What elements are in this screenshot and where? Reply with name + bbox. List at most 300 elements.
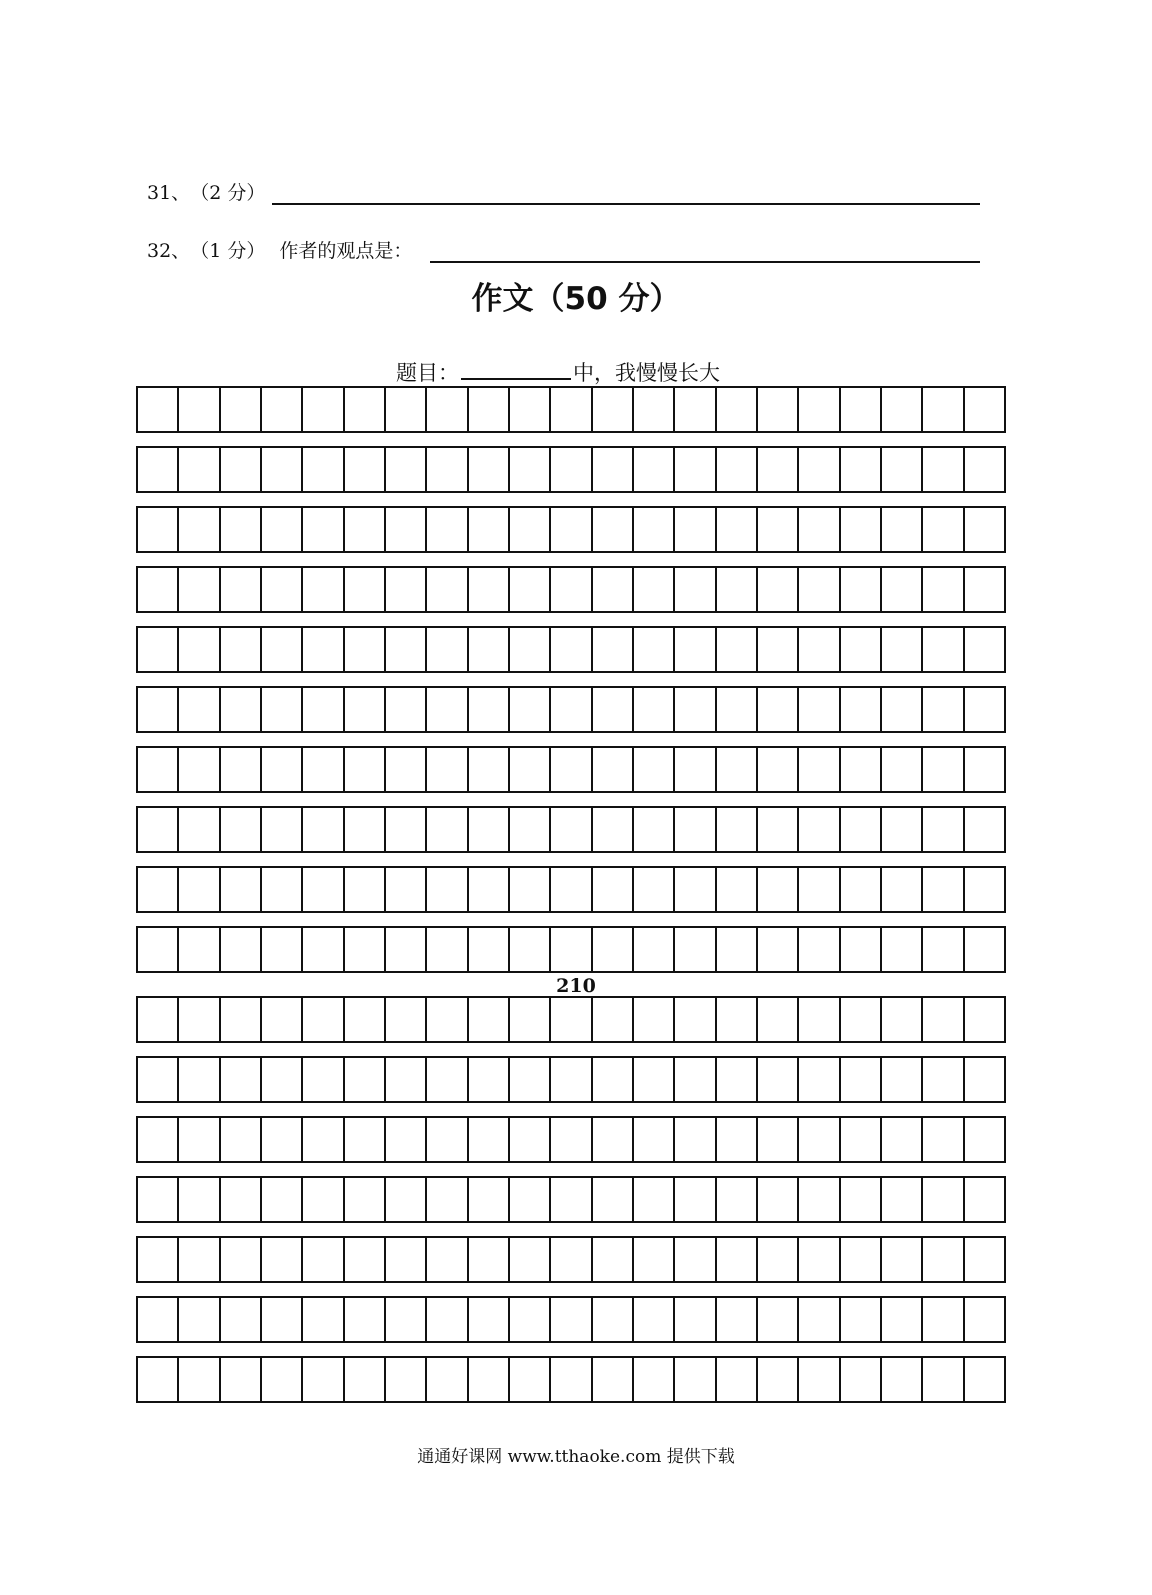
grid-cell[interactable]: [675, 748, 716, 791]
grid-cell[interactable]: [551, 1358, 592, 1401]
grid-cell[interactable]: [262, 1178, 303, 1221]
grid-cell[interactable]: [386, 628, 427, 671]
grid-cell[interactable]: [303, 868, 344, 911]
grid-cell[interactable]: [221, 508, 262, 551]
grid-cell[interactable]: [717, 688, 758, 731]
grid-cell[interactable]: [510, 628, 551, 671]
grid-cell[interactable]: [923, 998, 964, 1041]
grid-cell[interactable]: [841, 868, 882, 911]
grid-cell[interactable]: [138, 928, 179, 971]
grid-cell[interactable]: [717, 508, 758, 551]
grid-cell[interactable]: [965, 868, 1004, 911]
grid-cell[interactable]: [593, 628, 634, 671]
grid-cell[interactable]: [262, 928, 303, 971]
grid-cell[interactable]: [386, 1178, 427, 1221]
grid-cell[interactable]: [593, 1118, 634, 1161]
grid-cell[interactable]: [758, 1118, 799, 1161]
grid-cell[interactable]: [551, 448, 592, 491]
grid-cell[interactable]: [923, 868, 964, 911]
grid-cell[interactable]: [303, 688, 344, 731]
grid-cell[interactable]: [634, 1238, 675, 1281]
grid-cell[interactable]: [303, 568, 344, 611]
grid-cell[interactable]: [923, 508, 964, 551]
grid-cell[interactable]: [221, 1118, 262, 1161]
grid-cell[interactable]: [593, 448, 634, 491]
grid-cell[interactable]: [923, 1298, 964, 1341]
grid-cell[interactable]: [841, 508, 882, 551]
grid-cell[interactable]: [179, 868, 220, 911]
grid-cell[interactable]: [841, 388, 882, 431]
grid-cell[interactable]: [965, 508, 1004, 551]
grid-cell[interactable]: [469, 998, 510, 1041]
grid-cell[interactable]: [179, 1058, 220, 1101]
grid-cell[interactable]: [303, 1118, 344, 1161]
grid-cell[interactable]: [179, 1118, 220, 1161]
grid-cell[interactable]: [675, 628, 716, 671]
grid-cell[interactable]: [469, 448, 510, 491]
grid-cell[interactable]: [758, 1058, 799, 1101]
grid-cell[interactable]: [427, 508, 468, 551]
grid-cell[interactable]: [882, 1178, 923, 1221]
grid-cell[interactable]: [551, 1238, 592, 1281]
grid-cell[interactable]: [593, 808, 634, 851]
grid-cell[interactable]: [469, 868, 510, 911]
grid-cell[interactable]: [427, 628, 468, 671]
grid-cell[interactable]: [799, 1058, 840, 1101]
grid-cell[interactable]: [262, 748, 303, 791]
grid-cell[interactable]: [758, 628, 799, 671]
grid-cell[interactable]: [179, 748, 220, 791]
answer-line-31[interactable]: [272, 203, 980, 205]
grid-cell[interactable]: [138, 628, 179, 671]
grid-cell[interactable]: [262, 998, 303, 1041]
grid-cell[interactable]: [675, 1298, 716, 1341]
grid-cell[interactable]: [345, 928, 386, 971]
grid-cell[interactable]: [427, 1058, 468, 1101]
grid-cell[interactable]: [675, 688, 716, 731]
grid-cell[interactable]: [303, 1178, 344, 1221]
grid-cell[interactable]: [345, 628, 386, 671]
grid-cell[interactable]: [138, 448, 179, 491]
grid-cell[interactable]: [427, 928, 468, 971]
grid-cell[interactable]: [923, 388, 964, 431]
grid-cell[interactable]: [841, 1238, 882, 1281]
grid-cell[interactable]: [551, 508, 592, 551]
grid-cell[interactable]: [717, 568, 758, 611]
grid-cell[interactable]: [841, 1358, 882, 1401]
grid-cell[interactable]: [551, 928, 592, 971]
grid-cell[interactable]: [799, 808, 840, 851]
grid-cell[interactable]: [303, 1238, 344, 1281]
grid-cell[interactable]: [510, 508, 551, 551]
grid-cell[interactable]: [882, 1238, 923, 1281]
grid-cell[interactable]: [717, 998, 758, 1041]
grid-cell[interactable]: [634, 928, 675, 971]
grid-cell[interactable]: [427, 448, 468, 491]
grid-cell[interactable]: [882, 448, 923, 491]
grid-cell[interactable]: [675, 568, 716, 611]
grid-cell[interactable]: [345, 808, 386, 851]
grid-cell[interactable]: [427, 388, 468, 431]
grid-cell[interactable]: [758, 568, 799, 611]
grid-cell[interactable]: [758, 448, 799, 491]
grid-cell[interactable]: [799, 388, 840, 431]
grid-cell[interactable]: [138, 1298, 179, 1341]
grid-cell[interactable]: [841, 1118, 882, 1161]
grid-cell[interactable]: [221, 868, 262, 911]
grid-cell[interactable]: [303, 508, 344, 551]
grid-cell[interactable]: [593, 568, 634, 611]
grid-cell[interactable]: [262, 688, 303, 731]
grid-cell[interactable]: [179, 1238, 220, 1281]
grid-cell[interactable]: [593, 1178, 634, 1221]
grid-cell[interactable]: [675, 448, 716, 491]
grid-cell[interactable]: [923, 688, 964, 731]
grid-cell[interactable]: [303, 628, 344, 671]
grid-cell[interactable]: [634, 868, 675, 911]
grid-cell[interactable]: [675, 1118, 716, 1161]
grid-cell[interactable]: [303, 998, 344, 1041]
grid-cell[interactable]: [965, 448, 1004, 491]
grid-cell[interactable]: [758, 748, 799, 791]
grid-cell[interactable]: [469, 1298, 510, 1341]
grid-cell[interactable]: [510, 1118, 551, 1161]
grid-cell[interactable]: [303, 928, 344, 971]
grid-cell[interactable]: [138, 1238, 179, 1281]
grid-cell[interactable]: [593, 868, 634, 911]
grid-cell[interactable]: [923, 1118, 964, 1161]
grid-cell[interactable]: [593, 1058, 634, 1101]
grid-cell[interactable]: [882, 1058, 923, 1101]
grid-cell[interactable]: [262, 868, 303, 911]
grid-cell[interactable]: [262, 448, 303, 491]
grid-cell[interactable]: [882, 388, 923, 431]
grid-cell[interactable]: [841, 928, 882, 971]
grid-cell[interactable]: [179, 1298, 220, 1341]
grid-cell[interactable]: [799, 1298, 840, 1341]
grid-cell[interactable]: [717, 1298, 758, 1341]
grid-cell[interactable]: [675, 868, 716, 911]
grid-cell[interactable]: [758, 508, 799, 551]
grid-cell[interactable]: [965, 928, 1004, 971]
grid-cell[interactable]: [758, 388, 799, 431]
grid-cell[interactable]: [262, 808, 303, 851]
grid-cell[interactable]: [510, 928, 551, 971]
grid-cell[interactable]: [221, 1298, 262, 1341]
grid-cell[interactable]: [923, 1358, 964, 1401]
grid-cell[interactable]: [221, 568, 262, 611]
grid-cell[interactable]: [965, 388, 1004, 431]
grid-cell[interactable]: [427, 998, 468, 1041]
grid-cell[interactable]: [386, 868, 427, 911]
grid-cell[interactable]: [675, 1238, 716, 1281]
grid-cell[interactable]: [593, 1298, 634, 1341]
grid-cell[interactable]: [138, 808, 179, 851]
grid-cell[interactable]: [345, 388, 386, 431]
grid-cell[interactable]: [345, 1358, 386, 1401]
grid-cell[interactable]: [758, 928, 799, 971]
grid-cell[interactable]: [634, 688, 675, 731]
grid-cell[interactable]: [965, 688, 1004, 731]
grid-cell[interactable]: [634, 1118, 675, 1161]
grid-cell[interactable]: [923, 1178, 964, 1221]
grid-cell[interactable]: [510, 1238, 551, 1281]
grid-cell[interactable]: [427, 1298, 468, 1341]
grid-cell[interactable]: [758, 998, 799, 1041]
grid-cell[interactable]: [345, 508, 386, 551]
grid-cell[interactable]: [345, 1178, 386, 1221]
grid-cell[interactable]: [469, 808, 510, 851]
grid-cell[interactable]: [386, 508, 427, 551]
grid-cell[interactable]: [675, 808, 716, 851]
grid-cell[interactable]: [882, 1118, 923, 1161]
grid-cell[interactable]: [469, 748, 510, 791]
grid-cell[interactable]: [221, 1058, 262, 1101]
grid-cell[interactable]: [551, 808, 592, 851]
grid-cell[interactable]: [469, 508, 510, 551]
grid-cell[interactable]: [469, 388, 510, 431]
grid-cell[interactable]: [965, 808, 1004, 851]
grid-cell[interactable]: [923, 1058, 964, 1101]
grid-cell[interactable]: [386, 1238, 427, 1281]
grid-cell[interactable]: [386, 1058, 427, 1101]
grid-cell[interactable]: [799, 688, 840, 731]
grid-cell[interactable]: [799, 508, 840, 551]
grid-cell[interactable]: [551, 568, 592, 611]
grid-cell[interactable]: [138, 508, 179, 551]
grid-cell[interactable]: [965, 1298, 1004, 1341]
grid-cell[interactable]: [386, 1298, 427, 1341]
grid-cell[interactable]: [593, 928, 634, 971]
grid-cell[interactable]: [841, 688, 882, 731]
grid-cell[interactable]: [758, 1298, 799, 1341]
grid-cell[interactable]: [965, 568, 1004, 611]
grid-cell[interactable]: [345, 568, 386, 611]
grid-cell[interactable]: [634, 508, 675, 551]
grid-cell[interactable]: [717, 1058, 758, 1101]
grid-cell[interactable]: [593, 688, 634, 731]
grid-cell[interactable]: [841, 448, 882, 491]
grid-cell[interactable]: [717, 1178, 758, 1221]
grid-cell[interactable]: [634, 808, 675, 851]
grid-cell[interactable]: [386, 388, 427, 431]
grid-cell[interactable]: [179, 628, 220, 671]
grid-cell[interactable]: [965, 998, 1004, 1041]
grid-cell[interactable]: [303, 1358, 344, 1401]
grid-cell[interactable]: [469, 1238, 510, 1281]
grid-cell[interactable]: [138, 388, 179, 431]
topic-blank[interactable]: [461, 360, 571, 380]
grid-cell[interactable]: [717, 628, 758, 671]
grid-cell[interactable]: [427, 1178, 468, 1221]
grid-cell[interactable]: [551, 1058, 592, 1101]
grid-cell[interactable]: [882, 928, 923, 971]
grid-cell[interactable]: [469, 1178, 510, 1221]
grid-cell[interactable]: [965, 1058, 1004, 1101]
grid-cell[interactable]: [221, 998, 262, 1041]
grid-cell[interactable]: [386, 1118, 427, 1161]
grid-cell[interactable]: [799, 998, 840, 1041]
grid-cell[interactable]: [882, 508, 923, 551]
grid-cell[interactable]: [262, 388, 303, 431]
grid-cell[interactable]: [634, 628, 675, 671]
grid-cell[interactable]: [675, 388, 716, 431]
grid-cell[interactable]: [138, 568, 179, 611]
grid-cell[interactable]: [386, 808, 427, 851]
grid-cell[interactable]: [221, 1178, 262, 1221]
grid-cell[interactable]: [923, 928, 964, 971]
grid-cell[interactable]: [882, 568, 923, 611]
grid-cell[interactable]: [138, 1178, 179, 1221]
grid-cell[interactable]: [138, 868, 179, 911]
grid-cell[interactable]: [551, 1118, 592, 1161]
grid-cell[interactable]: [138, 748, 179, 791]
grid-cell[interactable]: [510, 688, 551, 731]
grid-cell[interactable]: [303, 448, 344, 491]
grid-cell[interactable]: [799, 1358, 840, 1401]
grid-cell[interactable]: [758, 1358, 799, 1401]
grid-cell[interactable]: [799, 748, 840, 791]
grid-cell[interactable]: [221, 388, 262, 431]
grid-cell[interactable]: [841, 1178, 882, 1221]
grid-cell[interactable]: [882, 1298, 923, 1341]
grid-cell[interactable]: [882, 808, 923, 851]
grid-cell[interactable]: [138, 998, 179, 1041]
grid-cell[interactable]: [262, 1358, 303, 1401]
grid-cell[interactable]: [551, 688, 592, 731]
grid-cell[interactable]: [675, 928, 716, 971]
grid-cell[interactable]: [923, 748, 964, 791]
grid-cell[interactable]: [965, 1178, 1004, 1221]
grid-cell[interactable]: [427, 808, 468, 851]
grid-cell[interactable]: [551, 1178, 592, 1221]
grid-cell[interactable]: [717, 868, 758, 911]
grid-cell[interactable]: [923, 808, 964, 851]
grid-cell[interactable]: [799, 1238, 840, 1281]
grid-cell[interactable]: [179, 998, 220, 1041]
grid-cell[interactable]: [510, 998, 551, 1041]
grid-cell[interactable]: [841, 1298, 882, 1341]
grid-cell[interactable]: [303, 388, 344, 431]
grid-cell[interactable]: [634, 1358, 675, 1401]
grid-cell[interactable]: [221, 808, 262, 851]
grid-cell[interactable]: [427, 1358, 468, 1401]
grid-cell[interactable]: [882, 1358, 923, 1401]
grid-cell[interactable]: [510, 748, 551, 791]
grid-cell[interactable]: [179, 388, 220, 431]
grid-cell[interactable]: [386, 998, 427, 1041]
grid-cell[interactable]: [593, 1358, 634, 1401]
grid-cell[interactable]: [675, 1358, 716, 1401]
grid-cell[interactable]: [262, 1058, 303, 1101]
grid-cell[interactable]: [303, 748, 344, 791]
grid-cell[interactable]: [469, 568, 510, 611]
grid-cell[interactable]: [551, 748, 592, 791]
grid-cell[interactable]: [593, 1238, 634, 1281]
grid-cell[interactable]: [675, 1058, 716, 1101]
grid-cell[interactable]: [221, 928, 262, 971]
answer-line-32[interactable]: [430, 261, 980, 263]
grid-cell[interactable]: [386, 568, 427, 611]
grid-cell[interactable]: [510, 388, 551, 431]
grid-cell[interactable]: [345, 688, 386, 731]
grid-cell[interactable]: [799, 1178, 840, 1221]
grid-cell[interactable]: [510, 868, 551, 911]
grid-cell[interactable]: [675, 1178, 716, 1221]
grid-cell[interactable]: [882, 998, 923, 1041]
grid-cell[interactable]: [427, 1118, 468, 1161]
grid-cell[interactable]: [841, 628, 882, 671]
grid-cell[interactable]: [758, 1178, 799, 1221]
grid-cell[interactable]: [965, 1358, 1004, 1401]
grid-cell[interactable]: [345, 1058, 386, 1101]
grid-cell[interactable]: [179, 448, 220, 491]
grid-cell[interactable]: [510, 1058, 551, 1101]
grid-cell[interactable]: [221, 688, 262, 731]
grid-cell[interactable]: [469, 688, 510, 731]
grid-cell[interactable]: [262, 1118, 303, 1161]
grid-cell[interactable]: [799, 1118, 840, 1161]
grid-cell[interactable]: [427, 748, 468, 791]
grid-cell[interactable]: [551, 868, 592, 911]
grid-cell[interactable]: [841, 568, 882, 611]
grid-cell[interactable]: [634, 388, 675, 431]
grid-cell[interactable]: [882, 628, 923, 671]
grid-cell[interactable]: [923, 628, 964, 671]
grid-cell[interactable]: [841, 748, 882, 791]
grid-cell[interactable]: [717, 1238, 758, 1281]
grid-cell[interactable]: [303, 1058, 344, 1101]
grid-cell[interactable]: [923, 448, 964, 491]
grid-cell[interactable]: [345, 868, 386, 911]
grid-cell[interactable]: [262, 1238, 303, 1281]
grid-cell[interactable]: [345, 448, 386, 491]
grid-cell[interactable]: [965, 1238, 1004, 1281]
grid-cell[interactable]: [386, 688, 427, 731]
grid-cell[interactable]: [345, 748, 386, 791]
grid-cell[interactable]: [551, 388, 592, 431]
grid-cell[interactable]: [138, 688, 179, 731]
grid-cell[interactable]: [882, 748, 923, 791]
grid-cell[interactable]: [551, 998, 592, 1041]
grid-cell[interactable]: [221, 628, 262, 671]
grid-cell[interactable]: [758, 1238, 799, 1281]
grid-cell[interactable]: [221, 748, 262, 791]
grid-cell[interactable]: [303, 1298, 344, 1341]
grid-cell[interactable]: [675, 508, 716, 551]
grid-cell[interactable]: [717, 808, 758, 851]
grid-cell[interactable]: [469, 928, 510, 971]
grid-cell[interactable]: [965, 628, 1004, 671]
grid-cell[interactable]: [262, 568, 303, 611]
grid-cell[interactable]: [138, 1058, 179, 1101]
grid-cell[interactable]: [799, 448, 840, 491]
grid-cell[interactable]: [303, 808, 344, 851]
grid-cell[interactable]: [179, 808, 220, 851]
grid-cell[interactable]: [551, 628, 592, 671]
grid-cell[interactable]: [510, 808, 551, 851]
grid-cell[interactable]: [469, 1358, 510, 1401]
grid-cell[interactable]: [262, 508, 303, 551]
grid-cell[interactable]: [138, 1118, 179, 1161]
grid-cell[interactable]: [386, 1358, 427, 1401]
grid-cell[interactable]: [634, 1058, 675, 1101]
grid-cell[interactable]: [179, 688, 220, 731]
grid-cell[interactable]: [386, 928, 427, 971]
grid-cell[interactable]: [427, 688, 468, 731]
grid-cell[interactable]: [469, 1058, 510, 1101]
grid-cell[interactable]: [634, 448, 675, 491]
